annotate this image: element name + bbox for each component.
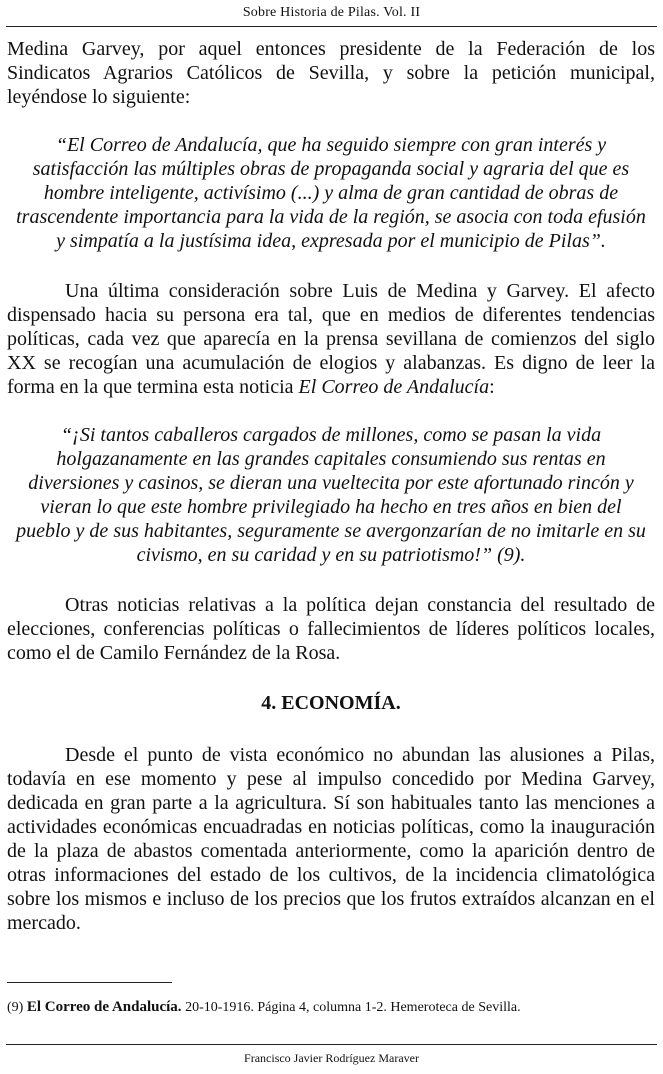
page-footer-author: Francisco Javier Rodríguez Maraver bbox=[244, 1051, 419, 1065]
footer-divider bbox=[6, 1044, 657, 1045]
paragraph-2-text: Una última consideración sobre Luis de Medina y Garvey. El afecto dispensado hacia su persona era tal, que en medios de diferentes tendencias políticas, cada vez que aparecía en la prensa sevillana de comienzos del siglo XX se recogían una acumulación de elogios y alabanzas. Es digno de leer la forma en la que termina esta noticia bbox=[7, 280, 655, 398]
paragraph-4: Desde el punto de vista económico no abundan las alusiones a Pilas, todavía en ese momento y pese al impulso concedido por Medina Garvey, dedicada en gran parte a la agricultura. Sí son habituales tanto las menciones a actividades económicas encuadradas en noticias políticas, como la inauguración de la plaza de abastos comentada anteriormente, como la aparición dentro de otras informaciones del estado de los cultivos, de la incidencia climatológica sobre los mismos e incluso de los precios que los frutos extraídos alcanzan en el mercado. bbox=[7, 744, 655, 934]
paragraph-3: Otras noticias relativas a la política dejan constancia del resultado de elecciones, conferencias políticas o fallecimientos de líderes políticos locales, como el de Camilo Fernández de la Rosa. bbox=[7, 594, 655, 664]
block-quote-2: “¡Si tantos caballeros cargados de millones, como se pasan la vida holgazanamente en las grandes capitales consumiendo sus rentas en diversiones y casinos, se dieran una vueltecita por este afortunado rincón y vieran lo que este hombre privilegiado ha hecho en tres años en bien del pueblo y de sus habitantes, seguramente se avergonzarían de no imitarle en su civismo, en su caridad y en su patriotismo!” (9). bbox=[16, 424, 646, 566]
page-body bbox=[7, 37, 655, 935]
running-header: Sobre Historia de Pilas. Vol. II bbox=[6, 0, 657, 27]
block-quote-1: “El Correo de Andalucía, que ha seguido siempre con gran interés y satisfacción las múltiples obras de propaganda social y agraria del que es hombre inteligente, activísimo (...) y alma de gran cantidad de obras de trascendente importancia para la vida de la región, se asocia con toda efusión y simpatía a la justísima idea, expresada por el municipio de Pilas”. bbox=[16, 134, 646, 252]
paragraph-2 bbox=[7, 279, 655, 399]
footnote-marker: (9) bbox=[7, 1000, 24, 1015]
footnote-details: 20-10-1916. Página 4, columna 1-2. Hemeroteca de Sevilla. bbox=[185, 1000, 521, 1015]
footnote-separator bbox=[7, 982, 172, 983]
paragraph-1: Medina Garvey, por aquel entonces presidente de la Federación de los Sindicatos Agrarios Católicos de Sevilla, y sobre la petición municipal, leyéndose lo siguiente: bbox=[7, 38, 655, 108]
footnote-source: El Correo de Andalucía. bbox=[26, 999, 182, 1015]
footnote bbox=[7, 998, 655, 1017]
newspaper-title: El Correo de Andalucía bbox=[298, 376, 490, 398]
paragraph-2-end: : bbox=[489, 376, 495, 398]
section-heading: 4. ECONOMÍA. bbox=[261, 692, 401, 714]
